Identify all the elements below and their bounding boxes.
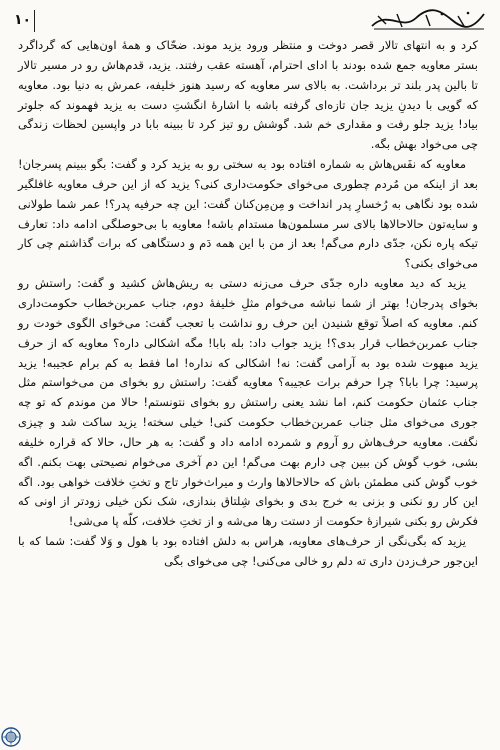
book-title-logo — [368, 6, 488, 32]
paragraph: یزید که دید معاویه داره جدّی حرف می‌زنه دستی به ریش‌هاش کشید و گفت: راستش رو بخوای پدرجان! بهتر از شما نباشه می‌خوام مثلِ خلیفهٔ دوم، جناب عمربن‌خطاب حکومت‌داری کنم. معاویه که اصلاً توقع شنیدن این حرف رو نداشت با تعجب گفت: می‌خوای الگوی خودت رو جناب عمربن‌خطاب قرار بدی؟! یزید جواب داد: بله بابا! مگه اشکالی داره؟ معاویه که از حرف یزید مبهوت شده بود به آرامی گفت: نه! اشکالی که نداره! اما فقط به کم برام عجیبه! یزید پرسید: چرا بابا؟ چرا حرفم برات عجیبه؟ معاویه گفت: راستش رو بخوای من می‌خواستم مثل جناب عثمان حکومت کنم، اما نشد یعنی راستش رو بخوای نتونستم! حالا من موندم که تو چه جوری می‌خوای مثل جناب عمربن‌خطاب حکومت کنی! خیلی سخته! یزید ساکت شد و چیزی نگفت. معاویه حرف‌هاش رو آروم و شمرده ادامه داد و گفت: به هر حال، حالا که قراره خلیفه بشی، خوب گوش کن ببین چی دارم بهت می‌گم! این دم آخری می‌خوام نصیحتی بهت بکنم. اگه خوب گوش کنی مطمئن باش که حالا‌حالا‌ها وارث و میراث‌خوار تاج و تختِ خلافت خواهی بود. اگه این کار رو نکنی و بزنی به خرج بدی و بخوای شِلتاق بندازی، شک نکن خیلی زودتر از اونی که فکرش رو بکنی شیرازهٔ حکومت از دستت رها می‌شه و از تختِ خلافت، کلّه پا می‌شی! — [18, 276, 478, 529]
paragraph: معاویه که نفَس‌هاش به شماره افتاده بود به سختی رو به یزید کرد و گفت: بگو ببینم پسرجان! بعد از اینکه من مُردم چطوری می‌خوای حکومت‌داری کنی؟ یزید که از این حرف معاویه غافلگیر شده بود نگاهی به رُخسارِ پدر انداخت و مِن‌مِن‌کنان گفت: این چه حرفیه پدر؟! عمر شما طولانی و سایه‌تون حالا‌حالا‌ها بالای سر مسلمون‌ها مستدام باشه! معاویه با بی‌حوصلگی ادامه داد: تعارف تیکه پاره نکن، جدّی دارم می‌گم! بعد از من با این همه دَم و دستگاهی که برات گذاشتم چی کار می‌خوای بکنی؟ — [18, 157, 478, 271]
page-header — [12, 6, 488, 34]
page-number: ١٠ — [14, 12, 32, 28]
seal-icon — [0, 726, 22, 748]
page-body-text — [18, 36, 478, 572]
header-divider — [34, 10, 35, 32]
paragraph: یزید که بگی‌نگی از حرف‌های معاویه، هراس به دلش افتاده بود با هول و وَلا گفت: شما که با این‌جور حرف‌زدن داری ته دلم رو خالی می‌کنی! چی می‌خوای بگی — [18, 534, 478, 568]
paragraph: کرد و به انتهای تالار قصر دوخت و منتظر ورود یزید موند. ضحّاک و همهٔ اون‌هایی که گرداگرد بستر معاویه جمع شده بودند با ادای احترام، آهسته عقب رفتند. یزید، قدم‌هاش رو در مسیر تالار تا بالین پدر بلند تر برداشت. به بالای سر معاویه که رسید هنوز خلیفه، عمرش به دنیا بود. معاویه که گویی با دیدنِ یزید جان تازه‌ای گرفته باشه با اشارهٔ انگشتِ دست به یزید فهموند که جلوتر بیاد! یزید جلو رفت و مقداری خم شد. گوشش رو تیز کرد تا ببینه بابا در واپسین لحظات زندگی چی می‌خواد بهش بگه. — [18, 38, 478, 152]
